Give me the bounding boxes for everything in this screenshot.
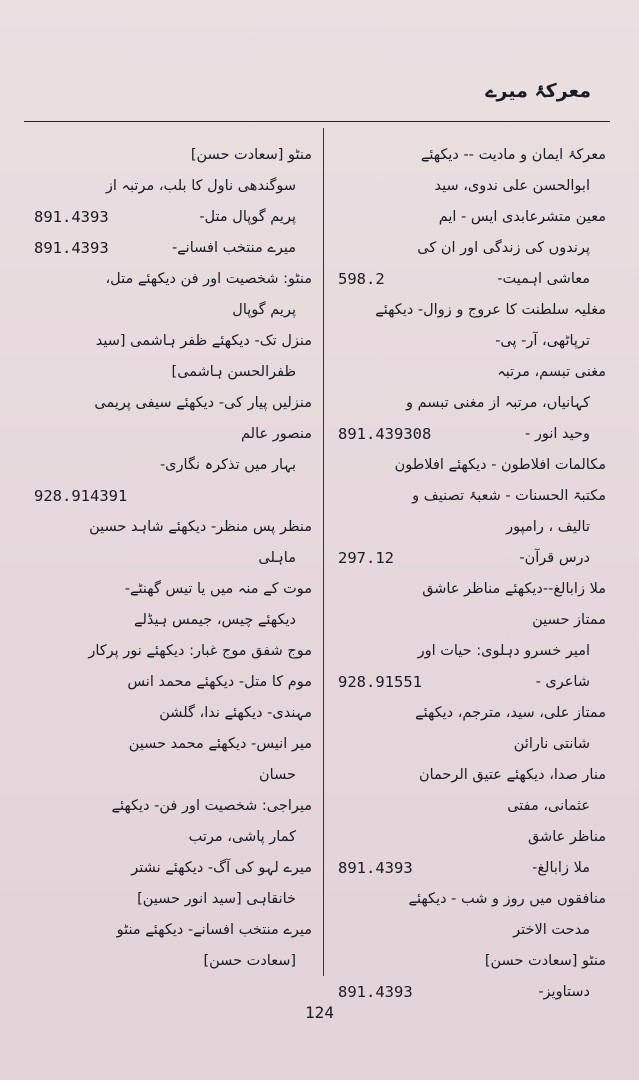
catalog-line bbox=[30, 574, 312, 605]
catalog-line bbox=[334, 605, 606, 636]
right-column bbox=[334, 140, 606, 1008]
catalog-line bbox=[30, 605, 312, 636]
entry-text: خانقاہی [سید انور حسین] bbox=[137, 891, 296, 907]
catalog-line bbox=[334, 419, 606, 450]
entry-text: مغنی تبسم، مرتبہ bbox=[497, 364, 606, 380]
classification-number: 891.4393 bbox=[338, 983, 413, 1001]
entry-text: مکالمات افلاطون - دیکھئے افلاطون bbox=[394, 457, 606, 473]
entry-text: میراجی: شخصیت اور فن- دیکھئے bbox=[111, 798, 312, 814]
header-rule bbox=[24, 121, 610, 122]
column-divider bbox=[323, 128, 324, 976]
catalog-line bbox=[30, 822, 312, 853]
catalog-line bbox=[30, 636, 312, 667]
catalog-line bbox=[30, 667, 312, 698]
classification-number: 928.91551 bbox=[338, 673, 422, 691]
catalog-line bbox=[334, 326, 606, 357]
entry-text: معاشی اہمیت- bbox=[497, 271, 590, 287]
entry-text: معرکۂ ایمان و مادیت -- دیکھئے bbox=[420, 147, 606, 163]
classification-number: 891.4393 bbox=[34, 239, 109, 257]
entry-text: ممتاز حسین bbox=[532, 612, 606, 628]
catalog-line bbox=[334, 140, 606, 171]
entry-text: حسان bbox=[259, 767, 296, 783]
catalog-line bbox=[30, 946, 312, 977]
entry-text: پرندوں کی زندگی اور ان کی bbox=[417, 240, 590, 256]
entry-text: سوگندھی ناول کا بلب، مرتبہ از bbox=[105, 178, 296, 194]
catalog-line bbox=[334, 202, 606, 233]
entry-text: شاعری - bbox=[535, 674, 590, 690]
catalog-line bbox=[334, 233, 606, 264]
classification-number: 598.2 bbox=[338, 270, 385, 288]
entry-text: ماہلی bbox=[258, 550, 296, 566]
classification-number: 891.4393 bbox=[34, 208, 109, 226]
entry-text: وحید انور - bbox=[525, 426, 590, 442]
catalog-line bbox=[30, 543, 312, 574]
catalog-line bbox=[334, 791, 606, 822]
catalog-line bbox=[334, 543, 606, 574]
entry-text: منصور عالم bbox=[241, 426, 312, 442]
catalog-line bbox=[334, 512, 606, 543]
catalog-line bbox=[30, 884, 312, 915]
catalog-line bbox=[334, 760, 606, 791]
entry-text: [سعادت حسن] bbox=[203, 953, 296, 969]
entry-text: بہار میں تذکرہ نگاری- bbox=[159, 457, 296, 473]
entry-text: معین متشرعابدی ایس - ایم bbox=[438, 209, 606, 225]
catalog-line bbox=[334, 295, 606, 326]
entry-text: ابوالحسن علی ندوی، سید bbox=[434, 178, 590, 194]
catalog-line bbox=[30, 512, 312, 543]
entry-text: پریم گوپال bbox=[232, 302, 296, 318]
catalog-line bbox=[334, 388, 606, 419]
entry-text: منافقوں میں روز و شب - دیکھئے bbox=[408, 891, 606, 907]
catalog-line bbox=[30, 915, 312, 946]
catalog-line bbox=[334, 822, 606, 853]
classification-number: 928.914391 bbox=[34, 487, 128, 505]
entry-text: موج شفق موج غبار: دیکھئے نور پرکار bbox=[88, 643, 312, 659]
entry-text: تالیف ، رامپور bbox=[506, 519, 590, 535]
catalog-line bbox=[334, 853, 606, 884]
catalog-line bbox=[30, 326, 312, 357]
entry-text: موت کے منہ میں یا تیس گھنٹے- bbox=[124, 581, 312, 597]
entry-text: کمار پاشی، مرتب bbox=[188, 829, 296, 845]
entry-text: میرے لہو کی آگ- دیکھئے نشتر bbox=[131, 860, 312, 876]
catalog-line bbox=[30, 853, 312, 884]
entry-text: شانتی نارائن bbox=[513, 736, 590, 752]
catalog-line bbox=[334, 264, 606, 295]
catalog-line bbox=[334, 884, 606, 915]
catalog-line bbox=[30, 481, 312, 512]
entry-text: میر انیس- دیکھئے محمد حسین bbox=[128, 736, 312, 752]
catalog-line bbox=[30, 233, 312, 264]
classification-number: 891.4393 bbox=[338, 859, 413, 877]
page-header: معرکۂ میرے bbox=[485, 80, 591, 102]
entry-text: مہندی- دیکھئے ندا، گلشن bbox=[159, 705, 312, 721]
left-column bbox=[30, 140, 312, 977]
catalog-line bbox=[30, 140, 312, 171]
classification-number: 297.12 bbox=[338, 549, 394, 567]
catalog-line bbox=[334, 450, 606, 481]
catalog-line bbox=[334, 357, 606, 388]
catalog-line bbox=[30, 264, 312, 295]
entry-text: موم کا متل- دیکھئے محمد انس bbox=[127, 674, 312, 690]
catalog-line bbox=[30, 295, 312, 326]
entry-text: عثمانی، مفتی bbox=[507, 798, 590, 814]
entry-text: میرے منتخب افسانے- دیکھئے منٹو bbox=[116, 922, 312, 938]
entry-text: ملا زابالغ- bbox=[532, 860, 590, 876]
entry-text: منٹو [سعادت حسن] bbox=[190, 147, 312, 163]
classification-number: 891.439308 bbox=[338, 425, 432, 443]
entry-text: مناظر عاشق bbox=[527, 829, 606, 845]
catalog-line bbox=[334, 667, 606, 698]
entry-text: منزل تک- دیکھئے ظفر ہاشمی [سید bbox=[95, 333, 312, 349]
entry-text: منزلیں پیار کی- دیکھئے سیفی پریمی bbox=[94, 395, 312, 411]
entry-text: دستاویز- bbox=[538, 984, 590, 1000]
entry-text: دیکھئے چیس، جیمس ہیڈلے bbox=[134, 612, 296, 628]
catalog-line bbox=[30, 729, 312, 760]
catalog-line bbox=[30, 698, 312, 729]
catalog-line bbox=[334, 729, 606, 760]
entry-text: ترپاٹھی، آر- پی- bbox=[495, 333, 590, 349]
catalog-line bbox=[30, 760, 312, 791]
entry-text: ملا زابالغ--دیکھئے مناظر عاشق bbox=[422, 581, 606, 597]
entry-text: مکتبۃ الحسنات - شعبۂ تصنیف و bbox=[412, 488, 606, 504]
catalog-line bbox=[30, 171, 312, 202]
catalog-line bbox=[334, 481, 606, 512]
catalog-line bbox=[30, 357, 312, 388]
catalog-line bbox=[30, 388, 312, 419]
entry-text: منٹو: شخصیت اور فن دیکھئے متل، bbox=[105, 271, 312, 287]
catalog-line bbox=[334, 636, 606, 667]
entry-text: ظفرالحسن ہاشمی] bbox=[171, 364, 296, 380]
page-number: 124 bbox=[305, 1003, 334, 1022]
entry-text: مغلیہ سلطنت کا عروج و زوال- دیکھئے bbox=[375, 302, 606, 318]
entry-text: منار صدا، دیکھئے عتیق الرحمان bbox=[418, 767, 606, 783]
entry-text: پریم گوپال متل- bbox=[199, 209, 296, 225]
catalog-line bbox=[334, 915, 606, 946]
catalog-line bbox=[334, 574, 606, 605]
entry-text: منظر پس منظر- دیکھئے شاہد حسین bbox=[89, 519, 312, 535]
catalog-line bbox=[334, 698, 606, 729]
entry-text: میرے منتخب افسانے- bbox=[171, 240, 296, 256]
catalog-line bbox=[30, 450, 312, 481]
entry-text: ممتاز علی، سید، مترجم، دیکھئے bbox=[415, 705, 606, 721]
entry-text: امیر خسرو دہلوی: حیات اور bbox=[417, 643, 590, 659]
catalog-line bbox=[334, 171, 606, 202]
catalog-line bbox=[30, 791, 312, 822]
catalog-line bbox=[334, 946, 606, 977]
catalog-line bbox=[30, 419, 312, 450]
entry-text: مدحت الاختر bbox=[513, 922, 590, 938]
entry-text: منٹو [سعادت حسن] bbox=[484, 953, 606, 969]
catalog-line bbox=[30, 202, 312, 233]
entry-text: کہانیاں، مرتبہ از مغنی تبسم و bbox=[406, 395, 590, 411]
entry-text: درس قرآن- bbox=[519, 550, 590, 566]
